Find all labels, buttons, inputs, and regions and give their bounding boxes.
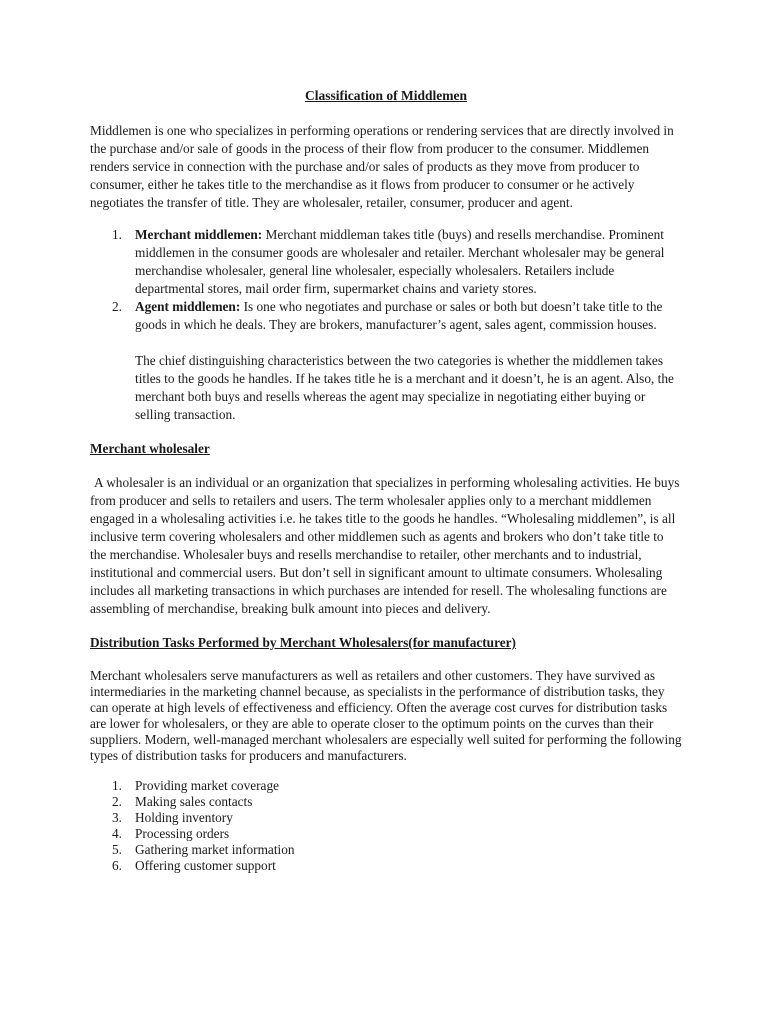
distribution-paragraph: Merchant wholesalers serve manufacturers as well as retailers and other customers. They have survived as intermediaries in the marketing channel because, as specialists in the performance of distribution tasks, they can operate at high levels of effectiveness and efficiency. Often the average cost curves for distribution tasks are lower for wholesalers, or they are able to operate closer to the optimum points on the curves than their suppliers. Modern, well-managed merchant wholesalers are especially well suited for performing the following types of distribution tasks for producers and manufacturers. xyxy=(90,668,682,763)
list-number: 1. xyxy=(112,227,122,242)
list-item xyxy=(90,826,682,842)
list-item xyxy=(90,794,682,810)
list-item xyxy=(90,810,682,826)
distinction-paragraph: The chief distinguishing characteristics between the two categories is whether the middlemen takes titles to the goods he handles. If he takes title he is a merchant and it doesn’t, he is an agent. Also, the merchant both buys and resells whereas the agent may specialize in negotiating either buying or selling transaction. xyxy=(135,353,674,422)
section-heading-distribution-tasks: Distribution Tasks Performed by Merchant Wholesalers(for manufacturer) xyxy=(90,635,516,650)
task-label: Offering customer support xyxy=(135,858,276,873)
list-number: 1. xyxy=(112,778,122,793)
list-item xyxy=(90,298,682,334)
task-label: Making sales contacts xyxy=(135,794,253,809)
list-item xyxy=(90,778,682,794)
intro-paragraph: Middlemen is one who specializes in performing operations or rendering services that are directly involved in the purchase and/or sale of goods in the process of their flow from producer to the consumer. Middlemen renders service in connection with the purchase and/or sales of products as they move from producer to consumer, either he takes title to the merchandise as it flows from producer to consumer or he actively negotiates the transfer of title. They are wholesaler, retailer, consumer, producer and agent. xyxy=(90,123,674,210)
list-number: 2. xyxy=(112,794,122,809)
list-item xyxy=(90,226,682,298)
list-number: 3. xyxy=(112,810,122,825)
category-text: Merchant middleman takes title (buys) and resells merchandise. Prominent middlemen in the consumer goods are wholesaler and retailer. Merchant wholesaler may be general merchandise wholesaler, general line wholesaler, especially wholesalers. Retailers include departmental stores, mail order firm, supermarket chains and variety stores. xyxy=(135,227,665,296)
wholesaler-paragraph xyxy=(90,474,682,618)
list-number: 4. xyxy=(112,826,122,841)
category-term: Agent middlemen: xyxy=(135,299,241,314)
list-item xyxy=(90,858,682,874)
list-number: 6. xyxy=(112,858,122,873)
list-number: 5. xyxy=(112,842,122,857)
distribution-tasks-list xyxy=(90,778,682,874)
task-label: Gathering market information xyxy=(135,842,295,857)
category-term: Merchant middlemen: xyxy=(135,227,263,242)
document-title: Classification of Middlemen xyxy=(305,88,467,103)
task-label: Processing orders xyxy=(135,826,230,841)
list-item xyxy=(90,842,682,858)
middlemen-categories-list xyxy=(90,226,682,334)
section-heading-merchant-wholesaler: Merchant wholesaler xyxy=(90,441,210,456)
list-number: 2. xyxy=(112,299,122,314)
task-label: Holding inventory xyxy=(135,810,233,825)
wholesaler-text: A wholesaler is an individual or an organization that specializes in performing wholesaling activities. He buys from producer and sells to retailers and users. The term wholesaler applies only to a merchant middlemen engaged in a wholesaling activities i.e. he takes title to the goods he handles. “Wholesaling middlemen”, is all inclusive term covering wholesalers and other middlemen such as agents and brokers who don’t take title to the merchandise. Wholesaler buys and resells merchandise to retailer, other merchants and to industrial, institutional and commercial users. But don’t sell in significant amount to ultimate consumers. Wholesaling includes all marketing transactions in which purchases are intended for resell. The wholesaling functions are assembling of merchandise, breaking bulk amount into pieces and delivery. xyxy=(90,475,680,616)
task-label: Providing market coverage xyxy=(135,778,279,793)
category-text: Is one who negotiates and purchase or sales or both but doesn’t take title to the goods in which he deals. They are brokers, manufacturer’s agent, sales agent, commission houses. xyxy=(135,299,663,332)
